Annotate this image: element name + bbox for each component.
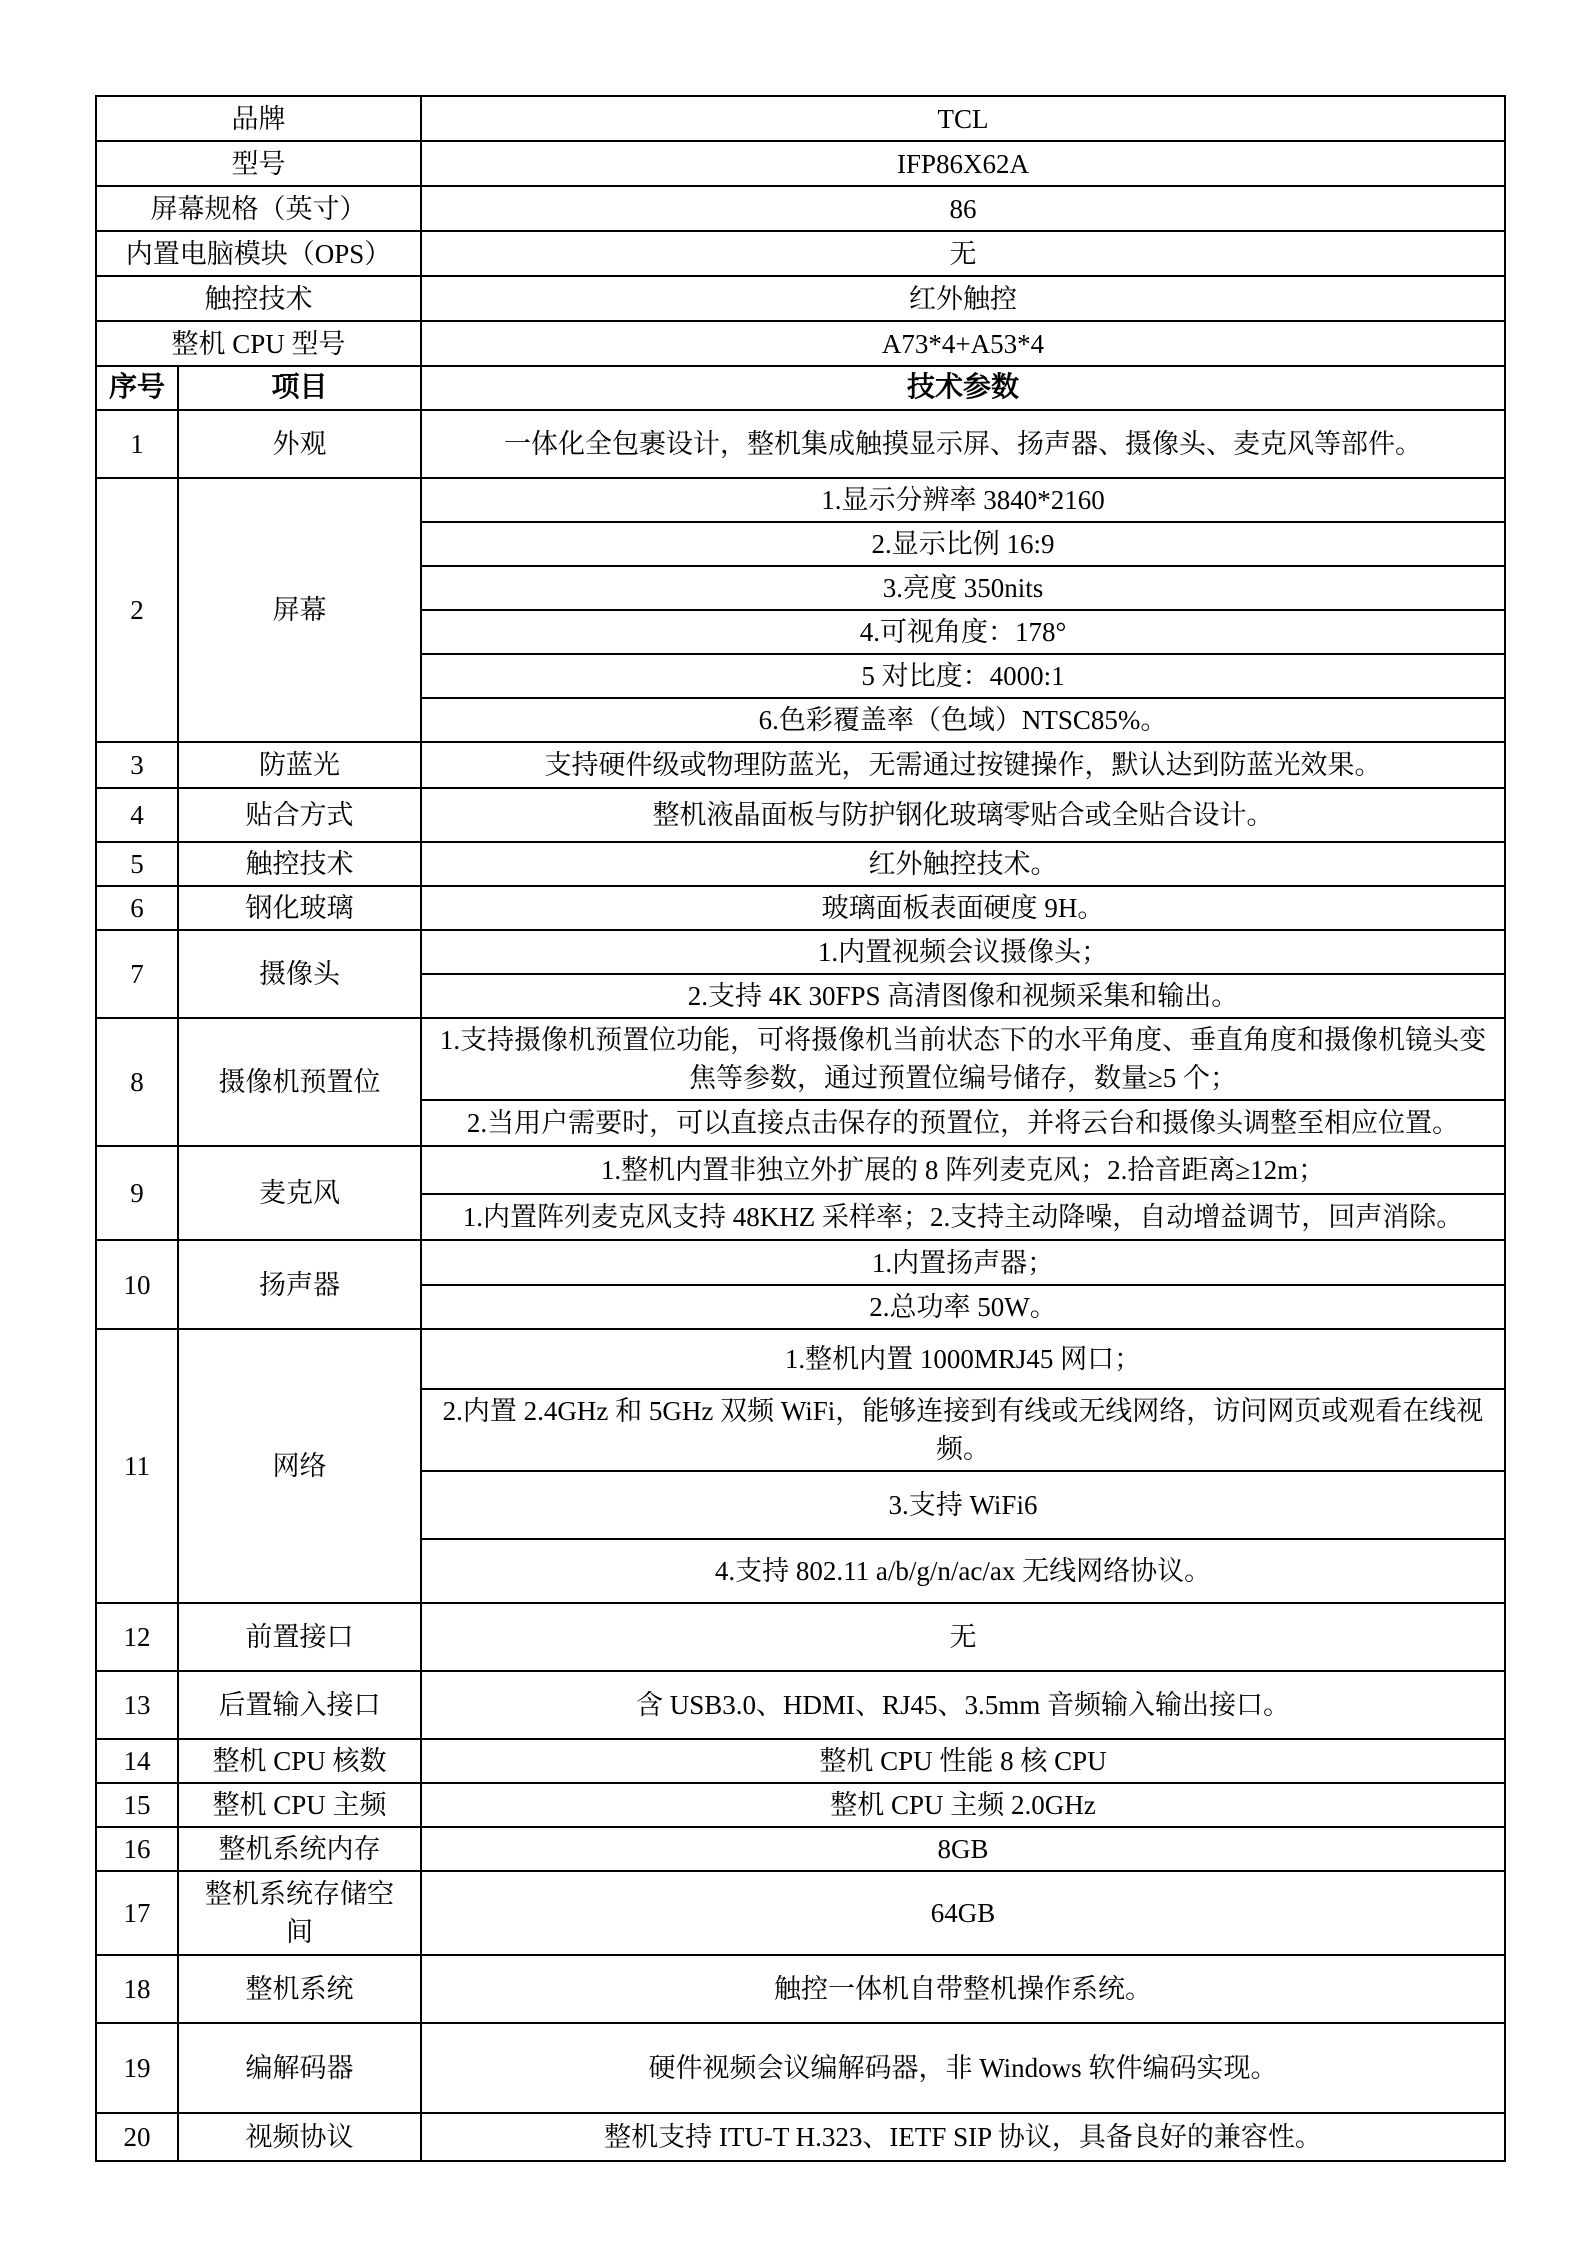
spec-cell: 支持硬件级或物理防蓝光，无需通过按键操作，默认达到防蓝光效果。 (544, 750, 1382, 780)
spec-cell-group (422, 1672, 1504, 1738)
row-number-cell: 16 (97, 1828, 179, 1870)
spec-cell-group (422, 1956, 1504, 2022)
item-cell: 网络 (179, 1330, 422, 1602)
spec-cell: 2.当用户需要时，可以直接点击保存的预置位，并将云台和摄像头调整至相应位置。 (422, 1099, 1504, 1145)
spec-cell-group (422, 2024, 1504, 2112)
row-number-cell: 9 (97, 1147, 179, 1239)
row-number-cell: 13 (97, 1672, 179, 1738)
spec-cell: 1.内置视频会议摄像头； (817, 937, 1109, 967)
info-row-label: 品牌 (97, 97, 422, 140)
table-row (97, 885, 1504, 929)
info-row-value: 红外触控 (909, 283, 1017, 314)
info-row-label: 整机 CPU 型号 (97, 322, 422, 365)
item-cell: 编解码器 (179, 2024, 422, 2112)
col-header-item: 项目 (179, 367, 422, 409)
spec-cell: 红外触控技术。 (868, 849, 1058, 879)
info-row-value: TCL (937, 103, 989, 134)
row-number-cell: 3 (97, 743, 179, 787)
row-number-cell: 6 (97, 887, 179, 929)
info-row-label: 型号 (97, 142, 422, 185)
row-number-cell: 11 (97, 1330, 179, 1602)
table-row (97, 741, 1504, 787)
spec-cell-group (422, 1784, 1504, 1826)
spec-cell: 1.支持摄像机预置位功能，可将摄像机当前状态下的水平角度、垂直角度和摄像机镜头变焦等参数，通过预置位编号储存，数量≥5 个； (439, 1025, 1487, 1093)
table-row (97, 1670, 1504, 1738)
row-number-cell: 8 (97, 1019, 179, 1145)
row-number-cell: 17 (97, 1872, 179, 1954)
info-row-label: 内置电脑模块（OPS） (97, 232, 422, 275)
info-row-label: 触控技术 (97, 277, 422, 320)
spec-cell-group (422, 1019, 1504, 1145)
item-cell: 整机 CPU 主频 (179, 1784, 422, 1826)
spec-cell: 5 对比度：4000:1 (422, 653, 1504, 697)
spec-cell: 2.内置 2.4GHz 和 5GHz 双频 WiFi，能够连接到有线或无线网络，访问网页或观看在线视频。 (422, 1388, 1504, 1470)
spec-cell-group (422, 1241, 1504, 1328)
spec-cell-group (422, 789, 1504, 841)
info-row-value: A73*4+A53*4 (881, 328, 1045, 359)
column-header-row (97, 365, 1504, 409)
info-row (97, 320, 1504, 365)
row-number-cell: 5 (97, 843, 179, 885)
spec-cell: 2.显示比例 16:9 (422, 521, 1504, 565)
item-cell: 整机 CPU 核数 (179, 1740, 422, 1782)
info-row (97, 275, 1504, 320)
table-row (97, 2112, 1504, 2160)
spec-cell: 2.总功率 50W。 (422, 1284, 1504, 1328)
table-row (97, 1782, 1504, 1826)
spec-cell-group (422, 1147, 1504, 1239)
spec-cell: 硬件视频会议编解码器，非 Windows 软件编码实现。 (648, 2053, 1278, 2083)
info-row-label: 屏幕规格（英寸） (97, 187, 422, 230)
row-number-cell: 10 (97, 1241, 179, 1328)
spec-cell: 整机支持 ITU-T H.323、IETF SIP 协议，具备良好的兼容性。 (604, 2122, 1322, 2152)
spec-cell: 触控一体机自带整机操作系统。 (774, 1974, 1152, 2004)
spec-cell: 4.可视角度：178° (422, 609, 1504, 653)
table-row (97, 477, 1504, 741)
spec-cell-group (422, 479, 1504, 741)
table-row (97, 1954, 1504, 2022)
spec-cell: 3.亮度 350nits (422, 565, 1504, 609)
item-cell: 扬声器 (179, 1241, 422, 1328)
item-cell: 整机系统内存 (179, 1828, 422, 1870)
spec-cell: 1.内置扬声器； (871, 1247, 1055, 1278)
row-number-cell: 18 (97, 1956, 179, 2022)
spec-cell: 4.支持 802.11 a/b/g/n/ac/ax 无线网络协议。 (422, 1538, 1504, 1602)
table-row (97, 1602, 1504, 1670)
spec-cell-group (422, 1872, 1504, 1954)
table-row (97, 1738, 1504, 1782)
spec-cell-group (422, 887, 1504, 929)
item-cell: 后置输入接口 (179, 1672, 422, 1738)
table-row (97, 2022, 1504, 2112)
item-cell: 视频协议 (179, 2114, 422, 2160)
item-cell: 屏幕 (179, 479, 422, 741)
table-row (97, 1239, 1504, 1328)
info-row-value: 86 (949, 193, 977, 224)
spec-cell: 1.整机内置非独立外扩展的 8 阵列麦克风；2.拾音距离≥12m； (600, 1155, 1326, 1185)
spec-cell-group (422, 931, 1504, 1017)
spec-cell: 含 USB3.0、HDMI、RJ45、3.5mm 音频输入输出接口。 (635, 1690, 1291, 1720)
item-cell: 摄像机预置位 (179, 1019, 422, 1145)
spec-cell: 1.内置阵列麦克风支持 48KHZ 采样率；2.支持主动降噪，自动增益调节，回声消除。 (422, 1193, 1504, 1239)
item-cell: 麦克风 (179, 1147, 422, 1239)
spec-cell: 整机 CPU 性能 8 核 CPU (819, 1746, 1107, 1776)
row-number-cell: 20 (97, 2114, 179, 2160)
info-row (97, 140, 1504, 185)
spec-cell: 无 (949, 1622, 977, 1652)
item-cell: 摄像头 (179, 931, 422, 1017)
info-row-value: 无 (949, 238, 977, 269)
spec-cell: 2.支持 4K 30FPS 高清图像和视频采集和输出。 (422, 973, 1504, 1017)
table-row (97, 1870, 1504, 1954)
spec-cell: 3.支持 WiFi6 (422, 1470, 1504, 1538)
spec-cell-group (422, 1828, 1504, 1870)
spec-cell: 1.整机内置 1000MRJ45 网口； (784, 1344, 1142, 1374)
table-row (97, 841, 1504, 885)
spec-cell-group (422, 1604, 1504, 1670)
info-row (97, 97, 1504, 140)
row-number-cell: 15 (97, 1784, 179, 1826)
row-number-cell: 7 (97, 931, 179, 1017)
table-row (97, 787, 1504, 841)
spec-cell-group (422, 1740, 1504, 1782)
item-cell: 触控技术 (179, 843, 422, 885)
row-number-cell: 19 (97, 2024, 179, 2112)
table-row (97, 1328, 1504, 1602)
spec-cell: 整机液晶面板与防护钢化玻璃零贴合或全贴合设计。 (652, 800, 1274, 830)
spec-cell: 8GB (937, 1834, 989, 1864)
spec-cell-group (422, 843, 1504, 885)
item-cell: 整机系统 (179, 1956, 422, 2022)
info-row-value: IFP86X62A (896, 148, 1030, 179)
table-row (97, 1145, 1504, 1239)
col-header-seq: 序号 (97, 367, 179, 409)
table-row (97, 929, 1504, 1017)
item-cell: 钢化玻璃 (179, 887, 422, 929)
table-row (97, 1826, 1504, 1870)
col-header-spec: 技术参数 (906, 372, 1019, 403)
info-row (97, 185, 1504, 230)
row-number-cell: 2 (97, 479, 179, 741)
table-row (97, 409, 1504, 477)
item-cell: 贴合方式 (179, 789, 422, 841)
row-number-cell: 12 (97, 1604, 179, 1670)
spec-cell: 玻璃面板表面硬度 9H。 (821, 893, 1105, 923)
item-cell: 整机系统存储空间 (179, 1872, 422, 1954)
spec-table (95, 95, 1506, 2162)
spec-cell-group (422, 1330, 1504, 1602)
spec-cell-group (422, 411, 1504, 477)
spec-cell-group (422, 2114, 1504, 2160)
row-number-cell: 14 (97, 1740, 179, 1782)
spec-cell: 整机 CPU 主频 2.0GHz (830, 1790, 1096, 1820)
spec-cell: 6.色彩覆盖率（色域）NTSC85%。 (422, 697, 1504, 741)
spec-cell: 1.显示分辨率 3840*2160 (821, 485, 1105, 515)
table-row (97, 1017, 1504, 1145)
spec-cell-group (422, 743, 1504, 787)
item-cell: 外观 (179, 411, 422, 477)
row-number-cell: 4 (97, 789, 179, 841)
spec-cell: 64GB (930, 1898, 996, 1928)
info-row (97, 230, 1504, 275)
row-number-cell: 1 (97, 411, 179, 477)
item-cell: 防蓝光 (179, 743, 422, 787)
item-cell: 前置接口 (179, 1604, 422, 1670)
spec-cell: 一体化全包裹设计，整机集成触摸显示屏、扬声器、摄像头、麦克风等部件。 (504, 429, 1422, 459)
